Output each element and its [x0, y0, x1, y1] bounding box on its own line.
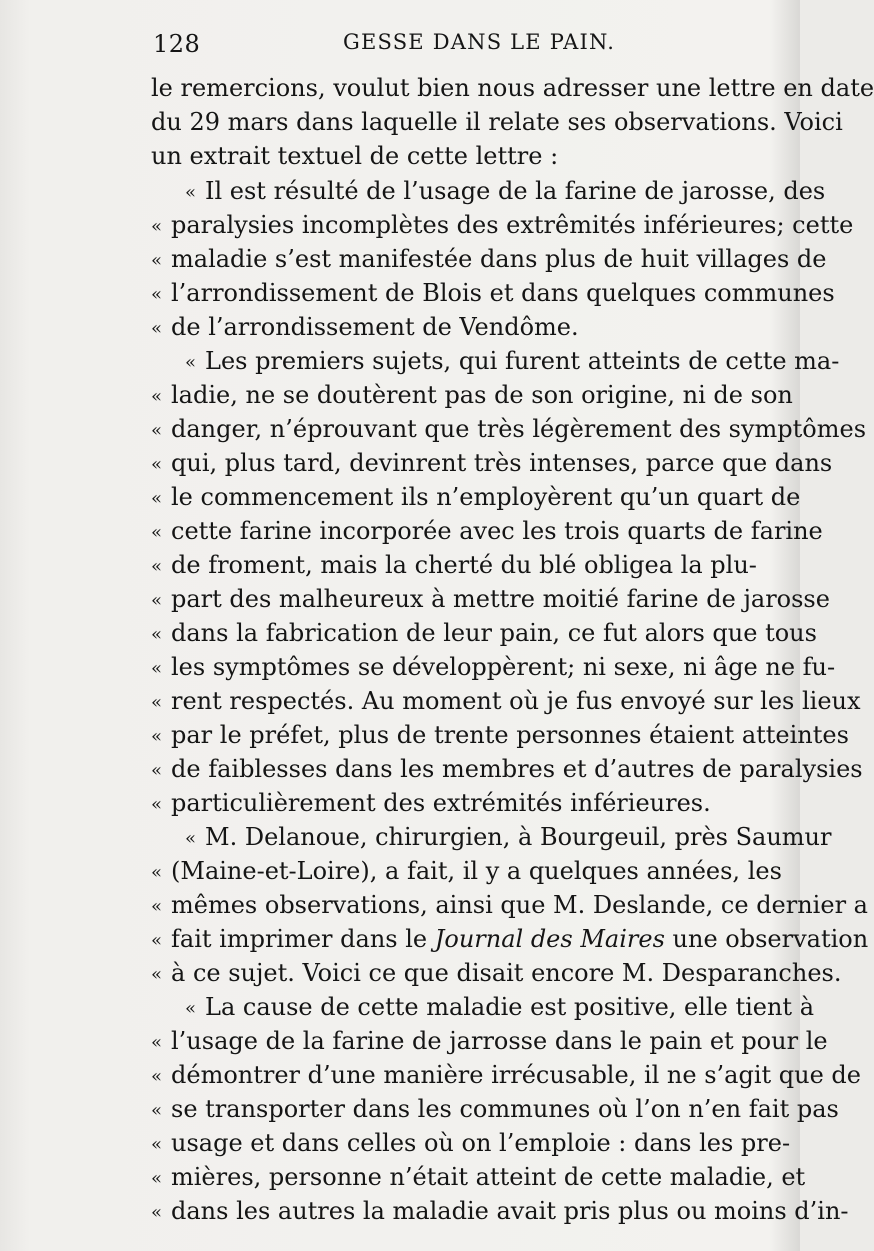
quoted-text-line: « le commencement ils n’employèrent qu’un quart de — [151, 480, 763, 514]
page-number: 128 — [153, 30, 201, 58]
quote-mark: « — [151, 386, 163, 407]
quoted-text-line: « (Maine-et-Loire), a fait, il y a quelques années, les — [151, 854, 763, 888]
quoted-text-line: « rent respectés. Au moment où je fus envoyé sur les lieux — [151, 684, 763, 718]
text-line: le remercions, voulut bien nous adresser une lettre en date — [151, 74, 874, 102]
quoted-text-line: « démontrer d’une manière irrécusable, il ne s’agit que de — [151, 1058, 763, 1092]
quoted-text-line: « se transporter dans les communes où l’on n’en fait pas — [151, 1092, 763, 1126]
quote-mark: « — [151, 964, 163, 985]
text-line: un extrait textuel de cette lettre : — [151, 142, 559, 170]
quoted-text-line: « de l’arrondissement de Vendôme. — [151, 310, 763, 344]
quoted-text-line: « cette farine incorporée avec les trois quarts de farine — [151, 514, 763, 548]
quote-mark: « — [151, 1134, 163, 1155]
quote-mark: « — [151, 522, 163, 543]
quote-mark: « — [151, 896, 163, 917]
quote-mark: « — [151, 1168, 163, 1189]
quoted-text-line: « mières, personne n’était atteint de cette maladie, et — [151, 1160, 763, 1194]
quote-mark: « — [185, 352, 197, 373]
quote-mark: « — [151, 420, 163, 441]
quote-mark: « — [185, 828, 197, 849]
journal-title: Journal des Maires — [434, 925, 665, 953]
quoted-text-line: « Il est résulté de l’usage de la farine de jarosse, des — [151, 174, 763, 208]
running-title: GESSE DANS LE PAIN. — [343, 30, 616, 54]
quote-mark: « — [151, 284, 163, 305]
quote-mark: « — [151, 1066, 163, 1087]
quoted-text-line: « de froment, mais la cherté du blé obligea la plu- — [151, 548, 763, 582]
quote-mark: « — [151, 624, 163, 645]
quoted-text-line: « danger, n’éprouvant que très légèrement des symptômes — [151, 412, 763, 446]
quote-mark: « — [151, 692, 163, 713]
quoted-text-line: « à ce sujet. Voici ce que disait encore M. Desparanches. — [151, 956, 763, 990]
quote-mark: « — [151, 556, 163, 577]
quote-mark: « — [151, 590, 163, 611]
quoted-text-line: « particulièrement des extrémités inférieures. — [151, 786, 763, 820]
text-line: du 29 mars dans laquelle il relate ses observations. Voici — [151, 108, 843, 136]
quoted-text-line: « ladie, ne se doutèrent pas de son origine, ni de son — [151, 378, 763, 412]
quoted-text-line: « usage et dans celles où on l’emploie : dans les pre- — [151, 1126, 763, 1160]
page-body — [151, 71, 874, 1241]
quote-mark: « — [151, 794, 163, 815]
quoted-text-line: « l’usage de la farine de jarrosse dans le pain et pour le — [151, 1024, 763, 1058]
quote-mark: « — [151, 930, 163, 951]
quote-mark: « — [185, 182, 197, 203]
quote-mark: « — [151, 658, 163, 679]
quote-mark: « — [151, 1032, 163, 1053]
quoted-text-line: « dans la fabrication de leur pain, ce fut alors que tous — [151, 616, 763, 650]
quoted-text-line: « paralysies incomplètes des extrêmités inférieures; cette — [151, 208, 763, 242]
quoted-text-line: « les symptômes se développèrent; ni sexe, ni âge ne fu- — [151, 650, 763, 684]
quoted-text-line: « qui, plus tard, devinrent très intenses, parce que dans — [151, 446, 763, 480]
quote-mark: « — [151, 726, 163, 747]
quoted-text-line: « maladie s’est manifestée dans plus de huit villages de — [151, 242, 763, 276]
quote-mark: « — [151, 216, 163, 237]
quoted-text-line: « dans les autres la maladie avait pris plus ou moins d’in- — [151, 1194, 763, 1228]
quote-mark: « — [185, 998, 197, 1019]
quoted-text-line: « M. Delanoue, chirurgien, à Bourgeuil, près Saumur — [151, 820, 763, 854]
quoted-text-line: « Les premiers sujets, qui furent atteints de cette ma- — [151, 344, 763, 378]
quoted-text-line: « La cause de cette maladie est positive, elle tient à — [151, 990, 763, 1024]
quoted-text-line: « part des malheureux à mettre moitié farine de jarosse — [151, 582, 763, 616]
quote-mark: « — [151, 1202, 163, 1223]
quoted-text-line: « par le préfet, plus de trente personnes étaient atteintes — [151, 718, 763, 752]
quote-mark: « — [151, 760, 163, 781]
quoted-text-line: « l’arrondissement de Blois et dans quelques communes — [151, 276, 763, 310]
quote-mark: « — [151, 1100, 163, 1121]
quote-mark: « — [151, 488, 163, 509]
quote-mark: « — [151, 454, 163, 475]
quote-mark: « — [151, 318, 163, 339]
quote-mark: « — [151, 862, 163, 883]
quoted-text-line: « fait imprimer dans le Journal des Maires une observation — [151, 922, 763, 956]
quoted-text-line: « de faiblesses dans les membres et d’autres de paralysies — [151, 752, 763, 786]
page-header — [153, 30, 763, 66]
quoted-text-line: « mêmes observations, ainsi que M. Deslande, ce dernier a — [151, 888, 763, 922]
quote-mark: « — [151, 250, 163, 271]
